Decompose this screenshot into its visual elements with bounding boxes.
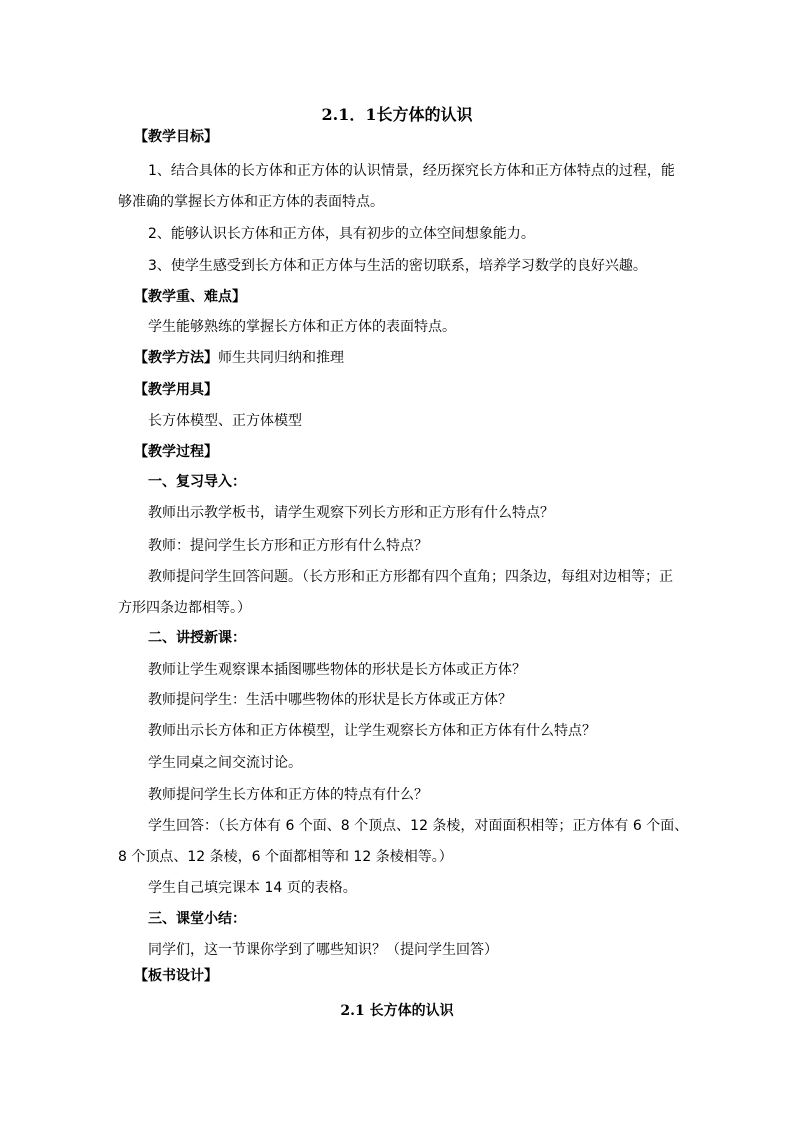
section-3-paragraph-1: 同学们，这一节课你学到了哪些知识？（提问学生回答） [148, 942, 498, 958]
goal-item-1-line-2: 够准确的掌握长方体和正方体的表面特点。 [118, 194, 384, 210]
goal-item-2: 2、能够认识长方体和正方体，具有初步的立体空间想象能力。 [148, 226, 535, 242]
section-3-heading: 三、课堂小结： [148, 911, 246, 927]
section-2-paragraph-5: 教师提问学生长方体和正方体的特点有什么？ [148, 787, 428, 803]
section-1-paragraph-3-line-1: 教师提问学生回答问题。（长方形和正方形都有四个直角；四条边，每组对边相等；正 [148, 569, 673, 585]
method-text: 师生共同归纳和推理 [218, 350, 344, 366]
document-title: 2.1．1长方体的认识 [321, 105, 473, 124]
method-line [134, 348, 344, 368]
tools-text: 长方体模型、正方体模型 [148, 413, 302, 429]
section-2-paragraph-2: 教师提问学生：生活中哪些物体的形状是长方体或正方体？ [148, 692, 512, 708]
method-heading: 【教学方法】 [134, 350, 218, 366]
key-points-heading: 【教学重、难点】 [134, 289, 246, 305]
key-points-text: 学生能够熟练的掌握长方体和正方体的表面特点。 [148, 319, 456, 335]
tools-heading: 【教学用具】 [134, 382, 218, 398]
goal-item-3: 3、使学生感受到长方体和正方体与生活的密切联系，培养学习数学的良好兴趣。 [148, 258, 647, 274]
section-1-heading: 一、复习导入： [148, 474, 246, 490]
section-2-paragraph-4: 学生同桌之间交流讨论。 [148, 755, 302, 771]
section-2-paragraph-7: 学生自己填完课本 14 页的表格。 [148, 880, 357, 896]
section-2-paragraph-1: 教师让学生观察课本插图哪些物体的形状是长方体或正方体？ [148, 662, 526, 678]
section-2-heading: 二、讲授新课： [148, 630, 246, 646]
board-heading: 【板书设计】 [134, 968, 218, 984]
goals-heading: 【教学目标】 [134, 129, 218, 145]
section-1-paragraph-1: 教师出示教学板书，请学生观察下列长方形和正方形有什么特点？ [148, 505, 554, 521]
goal-item-1-line-1: 1、结合具体的长方体和正方体的认识情景，经历探究长方体和正方体特点的过程，能 [148, 163, 675, 179]
section-2-paragraph-6-line-2: 8 个顶点、12 条棱，6 个面都相等和 12 条棱相等。） [118, 849, 453, 865]
section-2-paragraph-6-line-1: 学生回答：（长方体有 6 个面、8 个顶点、12 条棱，对面面积相等；正方体有 6 个面、 [148, 818, 689, 834]
section-2-paragraph-3: 教师出示长方体和正方体模型，让学生观察长方体和正方体有什么特点？ [148, 723, 596, 739]
process-heading: 【教学过程】 [134, 444, 218, 460]
section-1-paragraph-3-line-2: 方形四条边都相等。） [118, 600, 251, 616]
section-1-paragraph-2: 教师：提问学生长方形和正方形有什么特点？ [148, 538, 428, 554]
board-title: 2.1 长方体的认识 [340, 1003, 454, 1019]
